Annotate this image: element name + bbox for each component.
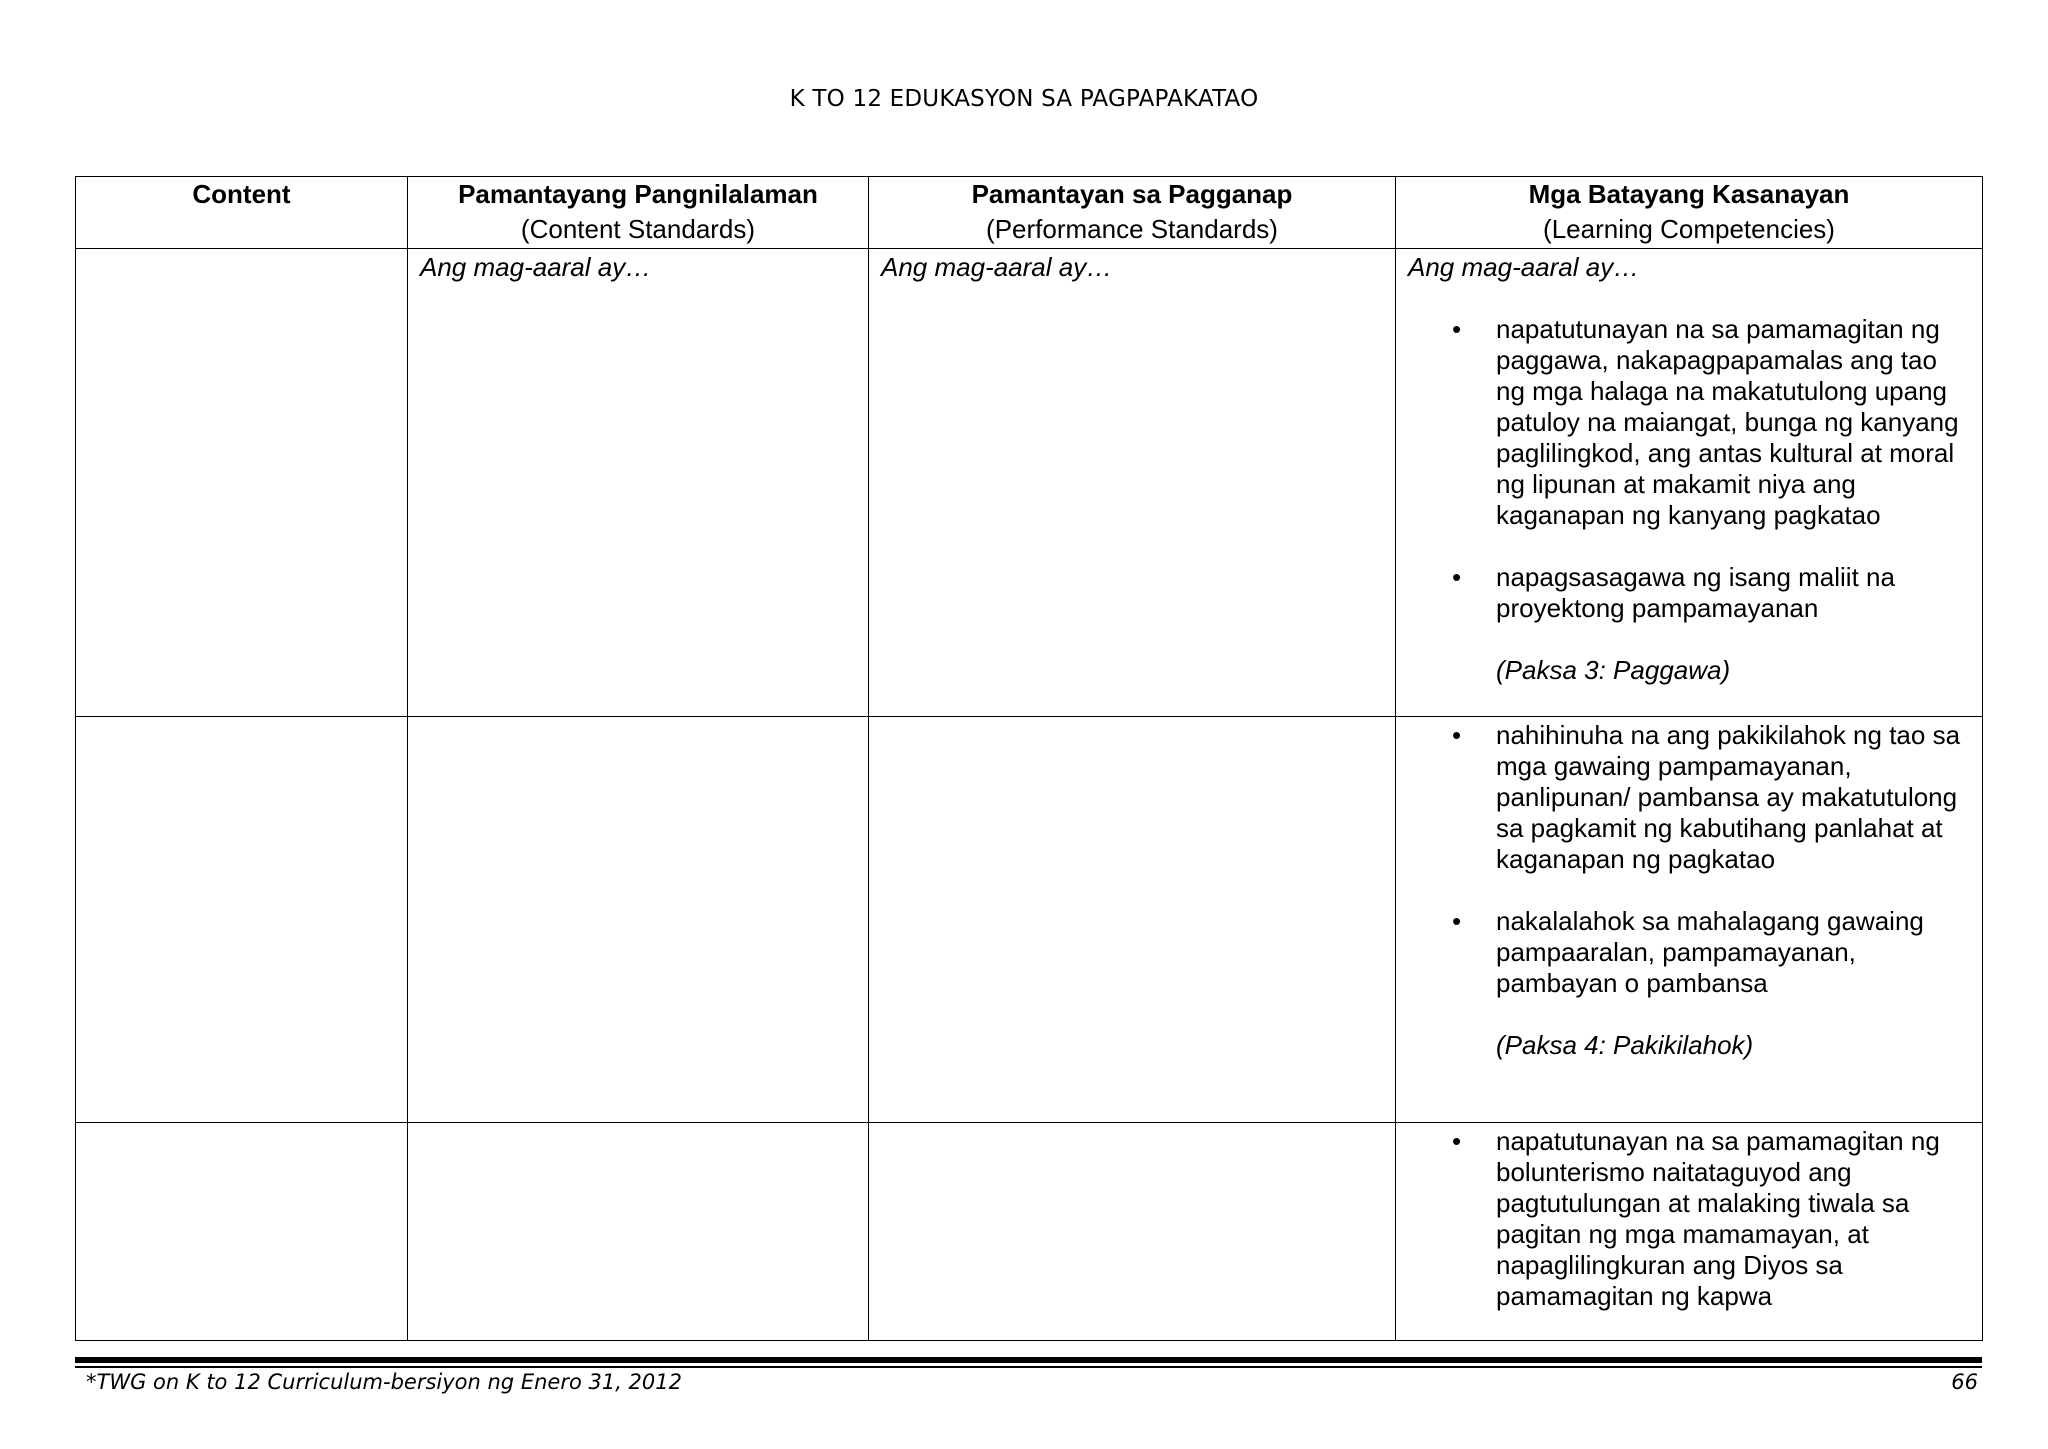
bullet-icon: • [1452, 562, 1462, 592]
column-header-main: Mga Batayang Kasanayan [1528, 179, 1850, 209]
topic-label: (Paksa 3: Paggawa) [1496, 655, 1731, 685]
bullet-icon: • [1452, 720, 1462, 750]
competencies-cell [1396, 717, 1983, 1123]
table-row [76, 1123, 1983, 1341]
column-header-sub: (Content Standards) [520, 214, 756, 244]
column-header-sub: (Learning Competencies) [1543, 214, 1835, 244]
table-row [76, 249, 1983, 717]
topic-label: (Paksa 4: Pakikilahok) [1496, 1030, 1754, 1060]
header-row [76, 177, 1983, 249]
intro-text: Ang mag-aaral ay… [881, 252, 1113, 282]
performance-standards-cell [869, 1123, 1396, 1341]
competency-text: napatutunayan na sa pamamagitan ng bolunterismo naitataguyod ang pagtutulungan at malaking tiwala sa pagitan ng mga mamamayan, at napaglilingkuran ang Diyos sa pamamagitan ng kapwa [1496, 1126, 1940, 1311]
bullet-icon: • [1452, 1126, 1462, 1156]
competencies-cell [1396, 249, 1983, 717]
bullet-icon: • [1452, 906, 1462, 936]
column-header-main: Pamantayang Pangnilalaman [458, 179, 818, 209]
content-standards-cell [408, 717, 869, 1123]
performance-standards-cell [869, 249, 1396, 717]
content-cell [76, 249, 408, 717]
competency-list [1396, 1123, 1982, 1312]
content-standards-cell [408, 1123, 869, 1341]
competency-list [1396, 314, 1982, 624]
table-row [76, 717, 1983, 1123]
intro-text: Ang mag-aaral ay… [1408, 252, 1640, 282]
column-header-learning-competencies [1396, 177, 1983, 249]
competency-text: napatutunayan na sa pamamagitan ng paggawa, nakapagpapamalas ang tao ng mga halaga na makatutulong upang patuloy na maiangat, bunga ng kanyang paglilingkod, ang antas kultural at moral ng lipunan at makamit niya ang kaganapan ng kanyang pagkatao [1496, 314, 1959, 530]
intro-text: Ang mag-aaral ay… [420, 252, 652, 282]
content-cell [76, 717, 408, 1123]
column-header-content-standards [408, 177, 869, 249]
performance-standards-cell [869, 717, 1396, 1123]
page-title: K TO 12 EDUKASYON SA PAGPAPAKATAO [789, 86, 1259, 112]
competencies-cell [1396, 1123, 1983, 1341]
list-item [1396, 720, 1982, 875]
footer-divider-thin [75, 1366, 1982, 1368]
footer-divider [75, 1357, 1982, 1363]
list-item [1396, 906, 1982, 999]
list-item [1396, 1126, 1982, 1312]
competency-text: nakalalahok sa mahalagang gawaing pampaaralan, pampamayanan, pambayan o pambansa [1496, 906, 1924, 998]
content-standards-cell [408, 249, 869, 717]
content-cell [76, 1123, 408, 1341]
column-header-content [76, 177, 408, 249]
list-item [1396, 562, 1982, 624]
curriculum-table [75, 176, 1983, 1341]
list-item [1396, 314, 1982, 531]
competency-list [1396, 717, 1982, 999]
column-header-main: Content [192, 179, 291, 209]
bullet-icon: • [1452, 314, 1462, 344]
column-header-main: Pamantayan sa Pagganap [971, 179, 1293, 209]
footer-note: *TWG on K to 12 Curriculum-bersiyon ng Enero 31, 2012 [86, 1370, 682, 1394]
column-header-performance-standards [869, 177, 1396, 249]
competency-text: napagsasagawa ng isang maliit na proyektong pampamayanan [1496, 562, 1895, 623]
column-header-sub: (Performance Standards) [986, 214, 1278, 244]
competency-text: nahihinuha na ang pakikilahok ng tao sa mga gawaing pampamayanan, panlipunan/ pambansa ay makatutulong sa pagkamit ng kabutihang panlahat at kaganapan ng pagkatao [1496, 720, 1961, 874]
page-number: 66 [1951, 1370, 1978, 1394]
